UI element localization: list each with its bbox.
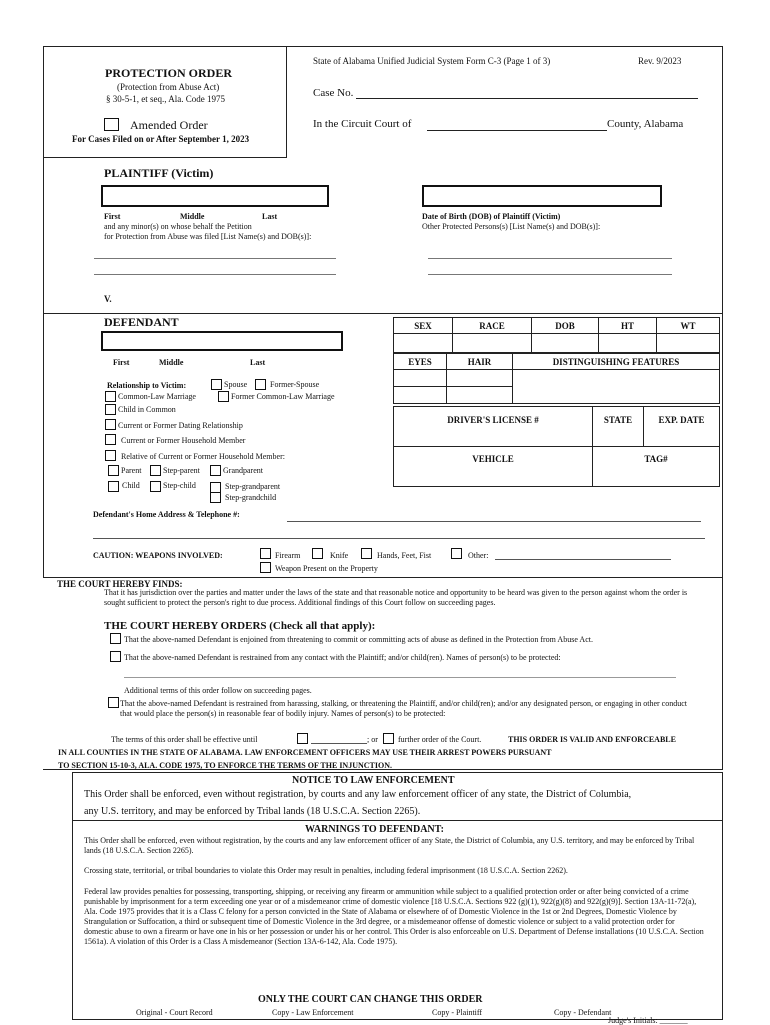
firearm-checkbox[interactable] — [260, 548, 271, 559]
valid-enforceable: THIS ORDER IS VALID AND ENFORCEABLE — [508, 735, 676, 744]
effective-until-label: The terms of this order shall be effective until — [111, 735, 258, 744]
minors-label-2: for Protection from Abuse was filed [List Name(s) and DOB(s)]: — [104, 232, 312, 241]
notice-heading: NOTICE TO LAW ENFORCEMENT — [292, 775, 455, 786]
order-3-checkbox[interactable] — [108, 697, 119, 708]
case-no-field[interactable] — [356, 98, 698, 99]
parent-checkbox[interactable] — [108, 465, 119, 476]
notice-line-2: any U.S. territory, and may be enforced by Tribal lands (18 U.S.C.A. Section 2265). — [84, 806, 421, 817]
warnings-p1: This Order shall be enforced, even without registration, by the courts and any law enforcement officer of any State, the District of Columbia, any U.S. territory, and may be enforced by Tribal lands (18 U.S.C.A. Section 2265). — [84, 836, 695, 855]
state-header: STATE — [593, 407, 644, 447]
address-line-1[interactable] — [287, 521, 701, 522]
form-statute: § 30-5-1, et seq., Ala. Code 1975 — [106, 94, 225, 104]
other-weapon-checkbox[interactable] — [451, 548, 462, 559]
common-law-checkbox[interactable] — [105, 391, 116, 402]
features-cell[interactable] — [513, 370, 720, 404]
only-court-change: ONLY THE COURT CAN CHANGE THIS ORDER — [258, 994, 483, 1005]
plaintiff-name-field[interactable] — [101, 185, 329, 207]
warnings-p3: Federal law provides penalties for possessing, transporting, shipping, or receiving any firearm or ammunition while subject to a qualified protection order or after being convicted of a crime punishable by imprisonment for a term exceeding one year or of a misdemeanor crime of domestic violence [18 U.S.C.A. Sections 922 (g)(1), 922(g)(8) and 922(g)(9)]. Section 13A-11-72(a), Ala. Code 1975 provides that it is a Class C felony for a person convicted in the State of Alabama or elsewhere of of Domestic Violence in the 1st or 2nd Degrees, Domestic Violence by Strangulation or Suffocation, a third or subsequent time of Domestic Violence in the 3rd degree, or a misdemeanor offense of domestic violence or subject to a valid protection order for domestic abuse to own a firearm or have one in his or her possession or under his or her control. This Order is also enforceable on U.S. Department of Defense installations (10 U.S.C.A. Section 1561a). A violation of this Order is a Class A misdemeanor (Section 13A-6-142, Ala. Code 1975). — [84, 887, 704, 946]
child-checkbox[interactable] — [108, 481, 119, 492]
step-grandchild-checkbox[interactable] — [210, 492, 221, 503]
former-common-law-checkbox[interactable] — [218, 391, 229, 402]
tag-header: TAG# — [593, 447, 720, 487]
eyes-cell[interactable] — [394, 370, 447, 387]
revision: Rev. 9/2023 — [638, 56, 682, 66]
hands-label: Hands, Feet, Fist — [377, 551, 432, 560]
household-label: Current or Former Household Member — [121, 436, 246, 445]
header-divider — [286, 46, 287, 158]
plaintiff-dob-field[interactable] — [422, 185, 662, 207]
amended-checkbox[interactable] — [104, 118, 119, 131]
original-copy: Original - Court Record — [136, 1008, 213, 1017]
firearm-label: Firearm — [275, 551, 301, 560]
caution-label: CAUTION: WEAPONS INVOLVED: — [93, 551, 223, 560]
common-law-label: Common-Law Marriage — [118, 392, 196, 401]
county-field[interactable] — [427, 130, 607, 131]
hair-header: HAIR — [447, 354, 513, 370]
knife-label: Knife — [330, 551, 349, 560]
effective-date-checkbox[interactable] — [297, 733, 308, 744]
warnings-heading: WARNINGS TO DEFENDANT: — [305, 824, 444, 835]
vehicle-header: VEHICLE — [394, 447, 593, 487]
relative-checkbox[interactable] — [105, 450, 116, 461]
license-table — [393, 406, 720, 487]
step-parent-label: Step-parent — [163, 466, 200, 475]
address-label: Defendant's Home Address & Telephone #: — [93, 510, 240, 519]
order-1-checkbox[interactable] — [110, 633, 121, 644]
order-3-text: That the above-named Defendant is restrained from harassing, stalking, or threatening the Plaintiff, and/or child(ren); and/or any designated person, or engaging in other conduct that would place the person(s) in reasonable fear of bodily injury. Names of person(s) to be protected: — [120, 699, 688, 718]
form-subtitle: (Protection from Abuse Act) — [117, 82, 220, 92]
county-label: County, Alabama — [607, 118, 684, 130]
race-cell[interactable] — [453, 334, 532, 353]
header-bottom-line — [43, 157, 287, 158]
relationship-label: Relationship to Victim: — [107, 381, 187, 390]
form-id: State of Alabama Unified Judicial System Form C-3 (Page 1 of 3) — [313, 56, 551, 66]
minors-line-1[interactable] — [94, 258, 336, 259]
other-weapon-field[interactable] — [495, 559, 671, 560]
other-weapon-label: Other: — [468, 551, 489, 560]
race-header: RACE — [453, 318, 532, 334]
plaintiff-heading: PLAINTIFF (Victim) — [104, 166, 214, 180]
other-persons-line-2[interactable] — [428, 274, 672, 275]
valid-section: TO SECTION 15-10-3, ALA. CODE 1975, TO ENFORCE THE TERMS OF THE INJUNCTION. — [58, 761, 392, 770]
findings-heading: THE COURT HEREBY FINDS: — [57, 579, 183, 589]
spouse-checkbox[interactable] — [211, 379, 222, 390]
grandparent-label: Grandparent — [223, 466, 263, 475]
step-child-label: Step-child — [163, 481, 196, 490]
further-order-checkbox[interactable] — [383, 733, 394, 744]
hair-cell[interactable] — [447, 370, 513, 387]
defendant-first-label: First — [113, 358, 130, 367]
further-order-label: further order of the Court. — [398, 735, 482, 744]
minors-label-1: and any minor(s) on whose behalf the Petition — [104, 222, 252, 231]
law-enforcement-copy: Copy - Law Enforcement — [272, 1008, 354, 1017]
grandparent-checkbox[interactable] — [210, 465, 221, 476]
weapon-present-label: Weapon Present on the Property — [275, 564, 378, 573]
ht-header: HT — [599, 318, 657, 334]
warnings-p2: Crossing state, territorial, or tribal boundaries to violate this Order may result in penalties, including federal imprisonment (18 U.S.C.A. Section 2262). — [84, 866, 568, 875]
relative-label: Relative of Current or Former Household Member: — [121, 452, 285, 461]
eyes-header: EYES — [394, 354, 447, 370]
wt-cell[interactable] — [657, 334, 720, 353]
amended-label: Amended Order — [130, 118, 208, 132]
order-2-names-field[interactable] — [124, 677, 676, 678]
license-header: DRIVER'S LICENSE # — [394, 407, 593, 447]
dob-label: Date of Birth (DOB) of Plaintiff (Victim) — [422, 212, 561, 221]
cases-filed-note: For Cases Filed on or After September 1, 2023 — [72, 134, 250, 144]
dob-cell[interactable] — [532, 334, 599, 353]
household-checkbox[interactable] — [105, 434, 116, 445]
defendant-middle-label: Middle — [159, 358, 184, 367]
order-2-checkbox[interactable] — [110, 651, 121, 662]
wt-header: WT — [657, 318, 720, 334]
findings-text: That it has jurisdiction over the parties and matter under the laws of the state and that reasonable notice and opportunity to be heard was given to the person against whom the order is sought sufficient to protect the person's right to due process. Additional findings of this Court follow on succeeding pages. — [104, 588, 688, 607]
ht-cell[interactable] — [599, 334, 657, 353]
spouse-label: Spouse — [224, 380, 248, 389]
knife-checkbox[interactable] — [312, 548, 323, 559]
case-no-label: Case No. — [313, 87, 354, 99]
defendant-features-table — [393, 353, 720, 404]
defendant-last-label: Last — [250, 358, 266, 367]
former-spouse-label: Former-Spouse — [270, 380, 320, 389]
effective-date-field[interactable] — [311, 743, 367, 744]
notice-line-1: This Order shall be enforced, even without registration, by courts and any law enforcement officer of any state, the District of Columbia, — [84, 789, 632, 800]
circuit-court-label: In the Circuit Court of — [313, 118, 412, 130]
parent-label: Parent — [121, 466, 142, 475]
step-parent-checkbox[interactable] — [150, 465, 161, 476]
minors-line-2[interactable] — [94, 274, 336, 275]
former-common-law-label: Former Common-Law Marriage — [231, 392, 335, 401]
dating-checkbox[interactable] — [105, 419, 116, 430]
step-grandchild-label: Step-grandchild — [225, 493, 277, 502]
defendant-heading: DEFENDANT — [104, 315, 179, 329]
form-title: PROTECTION ORDER — [105, 66, 233, 80]
step-grandparent-label: Step-grandparent — [225, 482, 281, 491]
exp-header: EXP. DATE — [644, 407, 720, 447]
hair-cell-2[interactable] — [447, 387, 513, 404]
former-spouse-checkbox[interactable] — [255, 379, 266, 390]
dating-label: Current or Former Dating Relationship — [118, 421, 243, 430]
eyes-cell-2[interactable] — [394, 387, 447, 404]
other-persons-label: Other Protected Persons(s) [List Name(s) and DOB(s)]: — [422, 222, 601, 231]
step-child-checkbox[interactable] — [150, 481, 161, 492]
orders-heading: THE COURT HEREBY ORDERS (Check all that apply): — [104, 620, 376, 632]
hands-checkbox[interactable] — [361, 548, 372, 559]
additional-terms: Additional terms of this order follow on succeeding pages. — [124, 686, 312, 695]
defendant-descriptor-table — [393, 317, 720, 353]
child-label: Child — [122, 481, 140, 490]
plaintiff-first-label: First — [104, 212, 121, 221]
weapon-present-checkbox[interactable] — [260, 562, 271, 573]
address-line-2[interactable] — [93, 538, 705, 539]
sex-header: SEX — [394, 318, 453, 334]
defendant-copy: Copy - Defendant — [554, 1008, 612, 1017]
plaintiff-last-label: Last — [262, 212, 278, 221]
judges-initials[interactable]: Judge's Initials: _______ — [608, 1016, 688, 1025]
order-1-text: That the above-named Defendant is enjoined from threatening to commit or committing acts of abuse as defined in the Protection from Abuse Act. — [124, 635, 593, 644]
valid-all-counties: IN ALL COUNTIES IN THE STATE OF ALABAMA. LAW ENFORCEMENT OFFICERS MAY USE THEIR ARREST POWERS PURSUANT — [58, 748, 552, 757]
dob-header: DOB — [532, 318, 599, 334]
defendant-name-field[interactable] — [101, 331, 343, 351]
order-2-text: That the above-named Defendant is restrained from any contact with the Plaintiff; and/or child(ren). Names of person(s) to be protected: — [124, 653, 561, 662]
plaintiff-middle-label: Middle — [180, 212, 205, 221]
child-in-common-checkbox[interactable] — [105, 404, 116, 415]
plaintiff-copy: Copy - Plaintiff — [432, 1008, 483, 1017]
other-persons-line-1[interactable] — [428, 258, 672, 259]
or-label: ; or — [367, 735, 378, 744]
sex-cell[interactable] — [394, 334, 453, 353]
features-header: DISTINGUISHING FEATURES — [513, 354, 720, 370]
versus-label: V. — [104, 294, 112, 304]
child-in-common-label: Child in Common — [118, 405, 176, 414]
